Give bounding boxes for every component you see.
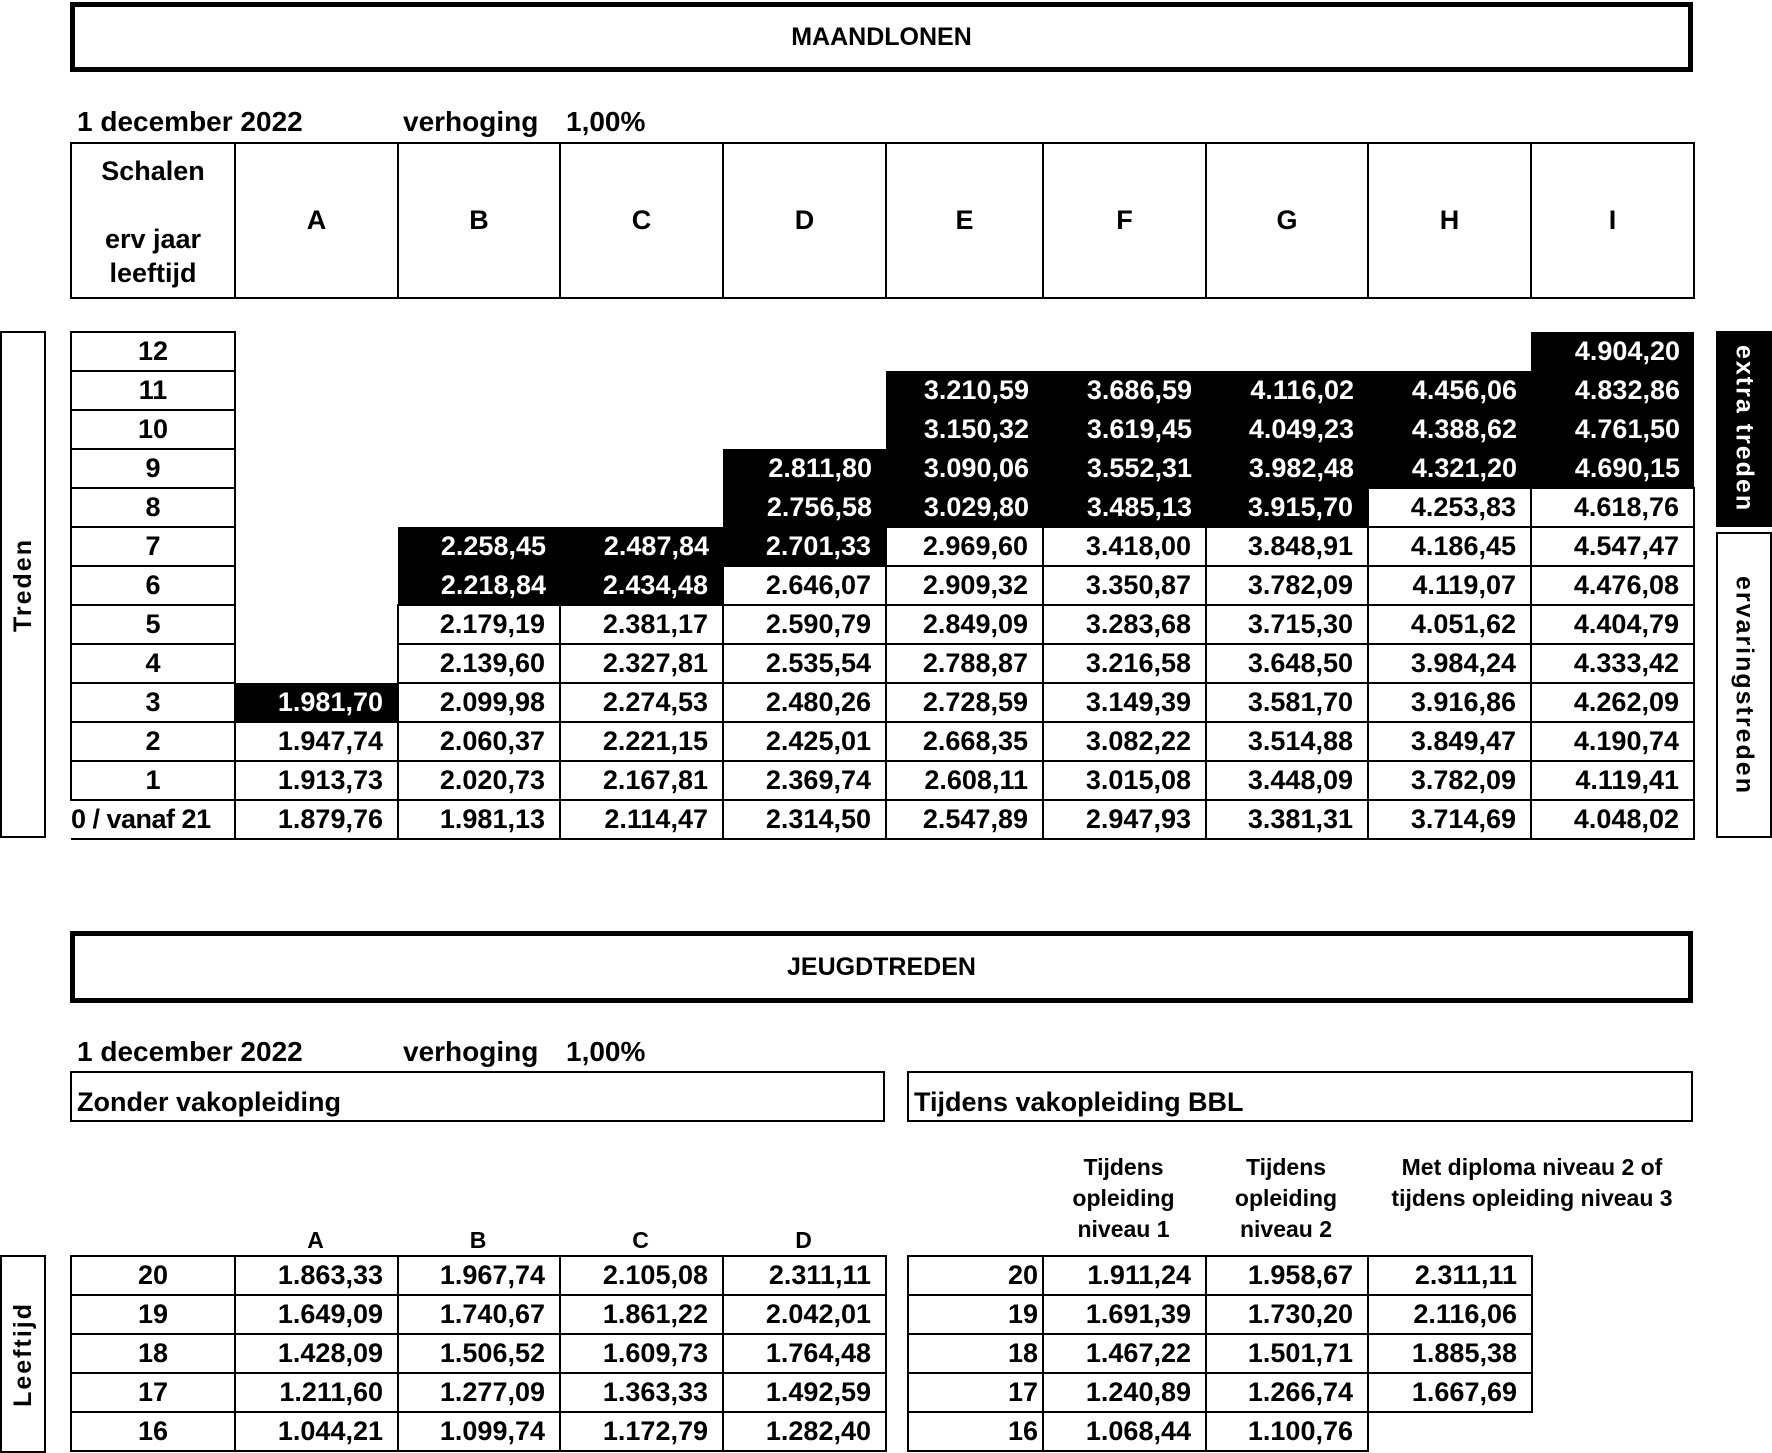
jeugd-increase-value: 1,00% (566, 1036, 646, 1067)
salary-cell: 1.172,79 (560, 1412, 723, 1451)
salary-cell: 3.283,68 (1043, 605, 1206, 644)
salary-cell (1206, 332, 1368, 371)
table-row (71, 722, 1694, 761)
salary-cell (886, 332, 1043, 371)
salary-cell: 2.114,47 (560, 800, 723, 839)
salary-cell: 2.179,19 (398, 605, 560, 644)
salary-cell: 4.904,20 (1531, 332, 1694, 371)
salary-cell: 1.913,73 (235, 761, 398, 800)
salary-cell: 1.428,09 (235, 1334, 398, 1373)
salary-cell: 2.969,60 (886, 527, 1043, 566)
salary-cell: 2.311,11 (723, 1256, 886, 1295)
table-row (71, 332, 1694, 371)
zonder-vakopleiding-title: Zonder vakopleiding (77, 1087, 342, 1117)
salary-cell: 1.740,67 (398, 1295, 560, 1334)
salary-cell: 2.099,98 (398, 683, 560, 722)
salary-cell: 4.262,09 (1531, 683, 1694, 722)
scale-header-c: C (560, 143, 723, 298)
salary-cell: 2.274,53 (560, 683, 723, 722)
salary-cell (1043, 332, 1206, 371)
salary-cell: 4.404,79 (1531, 605, 1694, 644)
header-corner (71, 143, 235, 298)
trede-label: 4 (71, 644, 235, 683)
salary-cell (398, 410, 560, 449)
salary-cell: 2.369,74 (723, 761, 886, 800)
salary-cell: 4.690,15 (1531, 449, 1694, 488)
salary-cell: 4.761,50 (1531, 410, 1694, 449)
salary-cell (560, 410, 723, 449)
salary-cell: 3.848,91 (1206, 527, 1368, 566)
salary-cell: 1.277,09 (398, 1373, 560, 1412)
salary-cell: 2.909,32 (886, 566, 1043, 605)
table-row (71, 683, 1694, 722)
salary-cell (398, 332, 560, 371)
salary-cell: 4.832,86 (1531, 371, 1694, 410)
trede-label: 8 (71, 488, 235, 527)
salary-cell: 3.982,48 (1206, 449, 1368, 488)
salary-cell: 4.456,06 (1368, 371, 1531, 410)
salary-cell: 4.116,02 (1206, 371, 1368, 410)
maandlonen-title: MAANDLONEN (791, 22, 972, 51)
age-label: 16 (908, 1412, 1043, 1451)
salary-cell: 4.186,45 (1368, 527, 1531, 566)
salary-cell (398, 371, 560, 410)
ervaringstreden-side-box (1716, 532, 1772, 838)
salary-cell: 3.715,30 (1206, 605, 1368, 644)
zonder-col-a: A (307, 1227, 324, 1253)
salary-cell: 4.119,07 (1368, 566, 1531, 605)
salary-cell: 3.082,22 (1043, 722, 1206, 761)
salary-cell: 3.916,86 (1368, 683, 1531, 722)
zonder-vakopleiding-box (70, 1071, 885, 1122)
salary-cell: 1.981,13 (398, 800, 560, 839)
salary-cell: 2.327,81 (560, 644, 723, 683)
salary-cell: 2.425,01 (723, 722, 886, 761)
salary-cell: 3.090,06 (886, 449, 1043, 488)
corner-erv-jaar: erv jaar (104, 223, 202, 254)
salary-cell: 1.467,22 (1043, 1334, 1206, 1373)
jeugdtreden-title: JEUGDTREDEN (787, 952, 976, 981)
salary-table (70, 331, 1695, 840)
salary-cell (235, 644, 398, 683)
extra-treden-label: extra treden (1730, 345, 1759, 513)
table-row (908, 1256, 1532, 1295)
table-row (71, 800, 1694, 839)
salary-cell: 2.547,89 (886, 800, 1043, 839)
zonder-col-d: D (795, 1227, 812, 1253)
salary-cell: 1.501,71 (1206, 1334, 1368, 1373)
age-label: 19 (908, 1295, 1043, 1334)
ervaringstreden-label: ervaringstreden (1730, 575, 1759, 795)
salary-cell: 3.552,31 (1043, 449, 1206, 488)
salary-cell: 4.190,74 (1531, 722, 1694, 761)
salary-cell: 2.701,33 (723, 527, 886, 566)
salary-cell (560, 332, 723, 371)
salary-cell: 1.667,69 (1368, 1373, 1532, 1412)
salary-cell: 2.060,37 (398, 722, 560, 761)
trede-label: 1 (71, 761, 235, 800)
trede-label: 5 (71, 605, 235, 644)
age-label: 18 (71, 1334, 235, 1373)
salary-cell (235, 527, 398, 566)
salary-cell: 2.756,58 (723, 488, 886, 527)
tijdens-col-niveau1-line3: niveau 1 (1077, 1216, 1170, 1242)
age-label: 19 (71, 1295, 235, 1334)
tijdens-vakopleiding-title: Tijdens vakopleiding BBL (914, 1087, 1244, 1117)
salary-cell: 2.788,87 (886, 644, 1043, 683)
tijdens-col-niveau2-line1: Tijdens (1245, 1154, 1327, 1180)
tijdens-col-niveau1 (1042, 1152, 1205, 1245)
salary-cell (398, 488, 560, 527)
salary-cell (1368, 332, 1531, 371)
table-row (71, 527, 1694, 566)
salary-cell: 2.487,84 (560, 527, 723, 566)
age-label: 20 (71, 1256, 235, 1295)
tijdens-col-diploma-line1: Met diploma niveau 2 of (1401, 1154, 1663, 1180)
salary-cell: 1.068,44 (1043, 1412, 1206, 1451)
table-row (71, 1373, 886, 1412)
scale-header-i: I (1531, 143, 1694, 298)
salary-cell (560, 371, 723, 410)
salary-cell (235, 410, 398, 449)
age-label: 17 (908, 1373, 1043, 1412)
salary-cell: 2.535,54 (723, 644, 886, 683)
salary-cell: 2.381,17 (560, 605, 723, 644)
scale-header-a: A (235, 143, 398, 298)
salary-cell: 1.879,76 (235, 800, 398, 839)
trede-label: 7 (71, 527, 235, 566)
salary-cell: 2.167,81 (560, 761, 723, 800)
salary-cell: 3.381,31 (1206, 800, 1368, 839)
table-row (908, 1412, 1532, 1451)
salary-cell (560, 488, 723, 527)
salary-cell: 4.388,62 (1368, 410, 1531, 449)
salary-cell: 1.266,74 (1206, 1373, 1368, 1412)
scale-header-g: G (1206, 143, 1368, 298)
salary-cell: 3.448,09 (1206, 761, 1368, 800)
tijdens-col-niveau2-line3: niveau 2 (1239, 1216, 1333, 1242)
salary-cell: 1.911,24 (1043, 1256, 1206, 1295)
salary-cell: 3.149,39 (1043, 683, 1206, 722)
salary-cell (723, 371, 886, 410)
salary-cell: 4.048,02 (1531, 800, 1694, 839)
trede-label: 3 (71, 683, 235, 722)
salary-cell: 3.350,87 (1043, 566, 1206, 605)
jeugdtreden-title-box (70, 931, 1693, 1003)
salary-cell: 1.967,74 (398, 1256, 560, 1295)
salary-cell: 2.221,15 (560, 722, 723, 761)
salary-cell: 3.984,24 (1368, 644, 1531, 683)
table-row (71, 488, 1694, 527)
maandlonen-title-box (70, 2, 1693, 72)
salary-cell: 1.947,74 (235, 722, 398, 761)
age-label: 20 (908, 1256, 1043, 1295)
salary-cell: 4.321,20 (1368, 449, 1531, 488)
salary-cell: 1.981,70 (235, 683, 398, 722)
salary-cell: 1.099,74 (398, 1412, 560, 1451)
salary-cell: 2.020,73 (398, 761, 560, 800)
salary-cell: 3.686,59 (1043, 371, 1206, 410)
salary-cell: 1.282,40 (723, 1412, 886, 1451)
salary-cell: 2.608,11 (886, 761, 1043, 800)
salary-cell: 1.506,52 (398, 1334, 560, 1373)
salary-cell: 3.418,00 (1043, 527, 1206, 566)
salary-cell: 4.049,23 (1206, 410, 1368, 449)
age-label: 18 (908, 1334, 1043, 1373)
leeftijd-side-label-box (0, 1255, 46, 1453)
age-label: 17 (71, 1373, 235, 1412)
table-row (71, 371, 1694, 410)
salary-cell: 1.863,33 (235, 1256, 398, 1295)
maandlonen-meta (77, 106, 645, 138)
table-row (908, 1295, 1532, 1334)
salary-cell (235, 371, 398, 410)
table-row (71, 566, 1694, 605)
salary-cell: 2.646,07 (723, 566, 886, 605)
age-label: 16 (71, 1412, 235, 1451)
table-row (71, 1256, 886, 1295)
salary-cell (398, 449, 560, 488)
salary-cell: 2.849,09 (886, 605, 1043, 644)
salary-cell: 4.119,41 (1531, 761, 1694, 800)
salary-cell: 3.581,70 (1206, 683, 1368, 722)
salary-cell: 3.619,45 (1043, 410, 1206, 449)
salary-cell (560, 449, 723, 488)
salary-cell: 1.609,73 (560, 1334, 723, 1373)
salary-cell: 3.029,80 (886, 488, 1043, 527)
trede-label: 2 (71, 722, 235, 761)
salary-cell: 1.861,22 (560, 1295, 723, 1334)
salary-cell: 2.116,06 (1368, 1295, 1532, 1334)
salary-cell: 4.333,42 (1531, 644, 1694, 683)
scale-header-b: B (398, 143, 560, 298)
salary-cell: 4.253,83 (1368, 488, 1531, 527)
table-row (71, 1334, 886, 1373)
corner-schalen: Schalen (101, 155, 205, 186)
salary-cell: 3.915,70 (1206, 488, 1368, 527)
salary-cell: 2.728,59 (886, 683, 1043, 722)
salary-cell: 2.947,93 (1043, 800, 1206, 839)
salary-cell: 3.150,32 (886, 410, 1043, 449)
salary-cell: 2.139,60 (398, 644, 560, 683)
trede-label: 10 (71, 410, 235, 449)
table-row (71, 644, 1694, 683)
extra-treden-side-box (1716, 331, 1772, 527)
trede-label: 12 (71, 332, 235, 371)
salary-cell: 1.730,20 (1206, 1295, 1368, 1334)
salary-cell: 1.649,09 (235, 1295, 398, 1334)
salary-cell: 2.105,08 (560, 1256, 723, 1295)
zonder-vakopleiding-table (70, 1255, 887, 1452)
trede-label: 0 / vanaf 21 (71, 800, 235, 839)
corner-leeftijd: leeftijd (109, 257, 197, 288)
scale-header-d: D (723, 143, 886, 298)
salary-cell: 3.782,09 (1368, 761, 1531, 800)
salary-cell: 4.618,76 (1531, 488, 1694, 527)
salary-cell: 1.492,59 (723, 1373, 886, 1412)
table-row (71, 1295, 886, 1334)
salary-cell (235, 605, 398, 644)
salary-cell: 4.547,47 (1531, 527, 1694, 566)
jeugd-date-label: 1 december 2022 (77, 1036, 303, 1067)
scale-header-e: E (886, 143, 1043, 298)
salary-cell: 1.958,67 (1206, 1256, 1368, 1295)
salary-cell: 4.476,08 (1531, 566, 1694, 605)
treden-side-label: Treden (8, 537, 37, 632)
table-row (71, 761, 1694, 800)
table-row (71, 449, 1694, 488)
tijdens-col-niveau1-line2: opleiding (1072, 1185, 1175, 1211)
salary-cell: 2.590,79 (723, 605, 886, 644)
zonder-col-b: B (469, 1227, 487, 1253)
increase-value: 1,00% (566, 106, 646, 137)
salary-cell: 2.311,11 (1368, 1256, 1532, 1295)
salary-cell: 3.782,09 (1206, 566, 1368, 605)
table-row (71, 605, 1694, 644)
salary-cell: 3.849,47 (1368, 722, 1531, 761)
table-row (71, 1412, 886, 1451)
salary-cell (235, 566, 398, 605)
jeugd-increase-label: verhoging (403, 1036, 539, 1067)
increase-label: verhoging (403, 106, 539, 137)
salary-cell: 1.044,21 (235, 1412, 398, 1451)
salary-cell (235, 332, 398, 371)
salary-cell: 1.885,38 (1368, 1334, 1532, 1373)
salary-cell: 3.514,88 (1206, 722, 1368, 761)
tijdens-col-diploma (1367, 1152, 1697, 1214)
tijdens-col-niveau1-line1: Tijdens (1083, 1154, 1164, 1180)
salary-cell (723, 410, 886, 449)
leeftijd-side-label: Leeftijd (8, 1301, 37, 1407)
salary-cell: 2.314,50 (723, 800, 886, 839)
salary-cell: 3.485,13 (1043, 488, 1206, 527)
salary-cell: 3.015,08 (1043, 761, 1206, 800)
salary-cell: 2.811,80 (723, 449, 886, 488)
tijdens-col-niveau2-line2: opleiding (1234, 1185, 1338, 1211)
salary-cell: 2.042,01 (723, 1295, 886, 1334)
salary-cell: 1.363,33 (560, 1373, 723, 1412)
salary-cell: 1.764,48 (723, 1334, 886, 1373)
salary-cell: 3.648,50 (1206, 644, 1368, 683)
trede-label: 9 (71, 449, 235, 488)
table-row (908, 1373, 1532, 1412)
salary-cell (235, 449, 398, 488)
salary-cell: 2.668,35 (886, 722, 1043, 761)
salary-cell (235, 488, 398, 527)
scale-header-f: F (1043, 143, 1206, 298)
trede-label: 11 (71, 371, 235, 410)
salary-cell (1368, 1412, 1532, 1451)
salary-cell: 2.218,84 (398, 566, 560, 605)
salary-cell: 1.240,89 (1043, 1373, 1206, 1412)
tijdens-col-niveau2 (1205, 1152, 1367, 1245)
salary-cell: 1.691,39 (1043, 1295, 1206, 1334)
salary-cell: 2.480,26 (723, 683, 886, 722)
salary-cell: 3.714,69 (1368, 800, 1531, 839)
tijdens-vakopleiding-table (907, 1255, 1533, 1452)
tijdens-col-diploma-line2: tijdens opleiding niveau 3 (1391, 1185, 1673, 1211)
trede-label: 6 (71, 566, 235, 605)
table-row (71, 410, 1694, 449)
salary-cell: 2.434,48 (560, 566, 723, 605)
treden-side-label-box (0, 331, 46, 838)
date-label: 1 december 2022 (77, 106, 303, 137)
salary-cell: 2.258,45 (398, 527, 560, 566)
salary-cell (723, 332, 886, 371)
salary-cell: 3.210,59 (886, 371, 1043, 410)
scale-header-h: H (1368, 143, 1531, 298)
scales-header (70, 142, 1695, 299)
tijdens-vakopleiding-box (907, 1071, 1693, 1122)
salary-cell: 3.216,58 (1043, 644, 1206, 683)
salary-cell: 1.100,76 (1206, 1412, 1368, 1451)
salary-cell: 1.211,60 (235, 1373, 398, 1412)
salary-cell: 4.051,62 (1368, 605, 1531, 644)
jeugdtreden-meta (77, 1036, 645, 1068)
zonder-col-c: C (632, 1227, 649, 1253)
table-row (908, 1334, 1532, 1373)
